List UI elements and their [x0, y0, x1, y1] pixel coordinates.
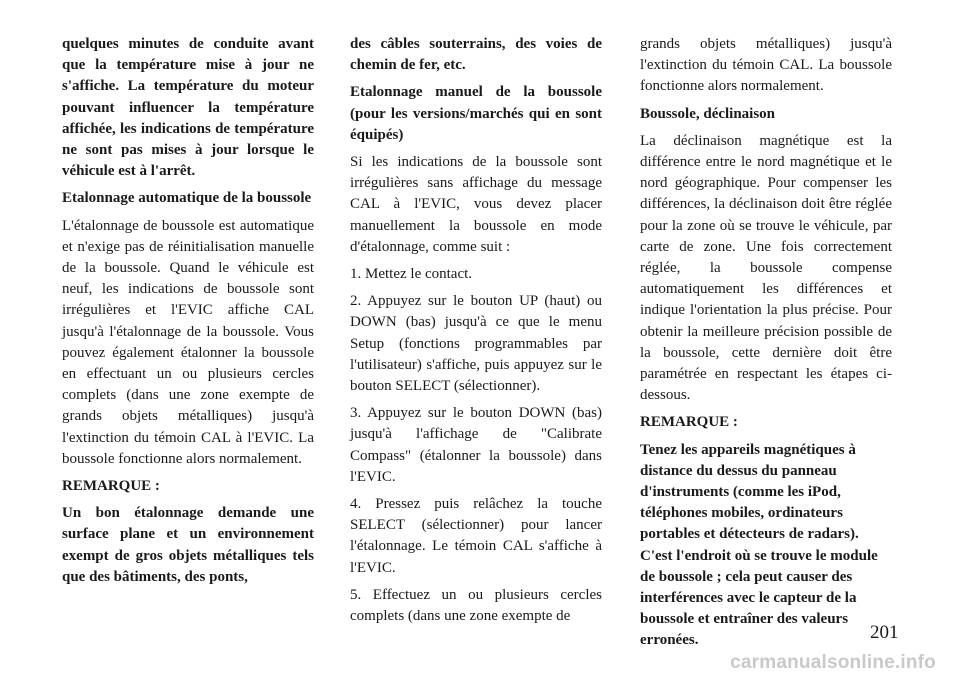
intro-paragraph: quelques minutes de conduite avant que la température mise à jour ne s'affiche. La température du moteur pouvant influencer la température affichée, les indications de température ne sont pas mises à jour lorsque le véhicule est à l'arrêt.	[62, 36, 314, 180]
note-continuation: des câbles souterrains, des voies de chemin de fer, etc.	[350, 36, 602, 74]
manual-calibration-body: Si les indications de la boussole sont irrégulières sans affichage du message CAL à l'EVIC, vous devez placer manuellement la boussole en mode d'étalonnage, comme suit :	[350, 154, 602, 255]
step5-continuation: grands objets métalliques) jusqu'à l'extinction du témoin CAL. La boussole fonctionne alors normalement.	[640, 36, 892, 95]
manual-calibration-heading: Etalonnage manuel de la boussole (pour les versions/marchés qui en sont équipés)	[350, 84, 602, 143]
auto-calibration-body: L'étalonnage de boussole est automatique et n'exige pas de réinitialisation manuelle de la boussole. Quand le véhicule est neuf, les indications de boussole sont irrégulières et l'EVIC affiche CAL jusqu'à l'étalonnage de la boussole. Vous pouvez également étalonner la boussole en effectuant un ou plusieurs cercles complets (dans une zone exempte de grands objets métalliques) jusqu'à l'extinction du témoin CAL à l'EVIC. La boussole fonctionne alors normalement.	[62, 217, 314, 467]
auto-calibration-heading: Etalonnage automatique de la boussole	[62, 190, 312, 207]
column-middle	[350, 34, 602, 633]
step-item: 1. Mettez le contact.	[350, 266, 473, 283]
step-item: 3. Appuyez sur le bouton DOWN (bas) jusqu'à l'affichage de "Calibrate Compass" (étalonner la boussole) dans l'EVIC.	[350, 405, 602, 485]
step-item: 4. Pressez puis relâchez la touche SELECT (sélectionner) pour lancer l'étalonnage. Le témoin CAL s'affiche à l'EVIC.	[350, 496, 602, 576]
page-number: 201	[870, 622, 899, 643]
column-left	[62, 34, 314, 594]
note-label: REMARQUE :	[62, 478, 160, 495]
watermark: carmanualsonline.info	[730, 652, 936, 673]
step-item: 5. Effectuez un ou plusieurs cercles complets (dans une zone exempte de	[350, 586, 602, 625]
note-body: Tenez les appareils magnétiques à distance du dessus du panneau d'instruments (comme les iPod, téléphones mobiles, ordinateurs portables et détecteurs de radars). C'est l'endroit où se trouve le module de boussole ; cela peut causer des interférences avec le capteur de la boussole et entraîner des valeurs erronées.	[640, 441, 878, 649]
note-body: Un bon étalonnage demande une surface plane et un environnement exempt de gros objets métalliques tels que des bâtiments, des ponts,	[62, 505, 314, 585]
note-label: REMARQUE :	[640, 414, 738, 431]
column-right	[640, 34, 892, 658]
declination-heading: Boussole, déclinaison	[640, 105, 776, 122]
declination-body: La déclinaison magnétique est la différence entre le nord magnétique et le nord géographique. Pour compenser les différences, la déclinaison doit être réglée pour la zone où se trouve le véhicule, par carte de zone. Une fois correctement réglée, la boussole compense automatiquement les différences et indique l'orientation la plus précise. Pour obtenir la meilleure précision possible de la boussole, cette dernière doit être paramétrée en respectant les étapes ci-dessous.	[640, 132, 892, 404]
step-item: 2. Appuyez sur le bouton UP (haut) ou DOWN (bas) jusqu'à ce que le menu Setup (fonctions programmables par l'utilisateur) s'affiche, puis appuyez sur le bouton SELECT (sélectionner).	[350, 293, 602, 395]
